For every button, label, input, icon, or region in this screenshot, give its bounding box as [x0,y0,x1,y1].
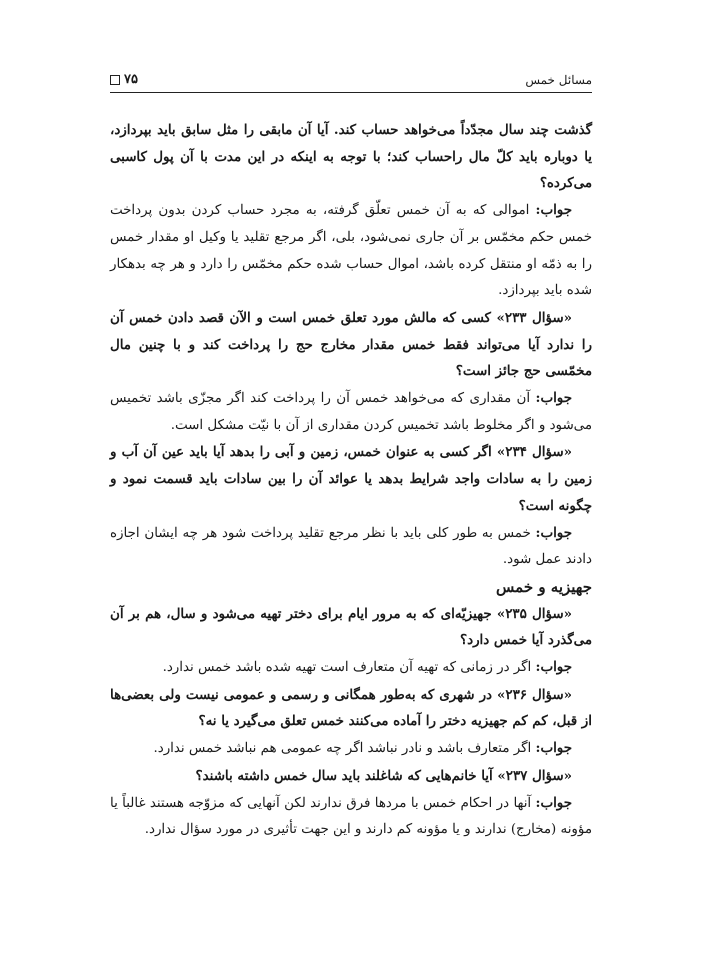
question-paragraph [110,305,592,385]
answer-text: خمس به طور کلی باید با نظر مرجع تقلید پرداخت شود هر چه ایشان اجازه دادند عمل شود. [110,525,592,568]
answer-label: جواب: [535,202,572,219]
book-page [110,70,592,930]
answer-label: جواب: [535,390,572,407]
question-label: «سؤال ۲۳۴» [496,444,572,461]
answer-label: جواب: [535,794,572,811]
answer-text: آنها در احکام خمس با مردها فرق ندارند لکن آنهایی که مزوّجه هستند غالباً یا مؤونه (مخارج) ندارند و یا مؤونه کم دارند و این جهت تأثیری در مورد سؤال ندارد. [110,795,592,838]
question-paragraph [110,682,592,735]
answer-paragraph [110,735,592,763]
answer-paragraph [110,385,592,439]
question-paragraph [110,763,592,790]
page-body [110,117,592,844]
question-label: «سؤال ۲۳۵» [496,605,572,622]
question-text: آیا خانم‌هایی که شاغلند باید سال خمس داشته باشند؟ [195,767,498,784]
page-header [110,70,592,93]
question-text: جهیزیّه‌ای که به مرور ایام برای دختر تهیه می‌شود و سال، هم بر آن می‌گذرد آیا خمس دارد؟ [110,605,592,649]
answer-label: جواب: [535,659,572,676]
answer-paragraph [110,654,592,682]
page-number: ۷۵ [124,72,138,87]
page-number-group [110,72,138,87]
answer-paragraph [110,197,592,305]
running-title: مسائل خمس [525,73,592,87]
question-paragraph [110,601,592,654]
question-label: «سؤال ۲۳۳» [496,309,573,326]
question-text: اگر کسی به عنوان خمس، زمین و آبی را بدهد آیا باید عین آن آب و زمین را به سادات واجد شرایط بدهد یا عوائد آن را بین سادات باید قسمت نمود و چگونه است؟ [110,444,592,514]
question-text: در شهری که به‌طور همگانی و رسمی و عمومی نیست ولی بعضی‌ها از قبل، کم کم جهیزیه دختر را آماده می‌کنند خمس تعلق می‌گیرد یا نه؟ [110,686,592,730]
question-text: گذشت چند سال مجدّداً می‌خواهد حساب کند. آیا آن مابقی را مثل سابق باید بپردازد، یا دوباره باید کلّ مال راحساب کند؛ با توجه به اینکه در این مدت با آن پول کاسبی می‌کرده؟ [110,122,592,192]
answer-paragraph [110,790,592,844]
answer-text: اگر متعارف باشد و نادر نباشد اگر چه عمومی هم نباشد خمس ندارد. [153,741,536,757]
question-label: «سؤال ۲۳۶» [497,686,572,703]
section-heading: جهیزیه و خمس [496,577,592,596]
answer-label: جواب: [535,524,572,541]
square-ornament-icon [110,75,120,85]
answer-label: جواب: [535,740,572,757]
answer-paragraph [110,520,592,574]
question-text: کسی که مالش مورد تعلق خمس است و الآن قصد دادن خمس آن را ندارد آیا می‌تواند فقط خمس مقدار مخارج حج را پرداخت کند و با چنین مال مخمّسی حج جائز است؟ [110,309,592,380]
question-paragraph [110,439,592,519]
question-label: «سؤال ۲۳۷» [497,767,572,784]
answer-text: اموالی که به آن خمس تعلّق گرفته، به مجرد حساب کردن بدون پرداخت خمس حکم مخمّس بر آن جاری نمی‌شود، بلی، اگر مرجع تقلید یا وکیل او مقدار خمس را به ذمّه او منتقل کرده باشد، اموال حساب شده حکم مخمّس را دارد و هر چه بدهکار شده باید بپردازد. [110,203,592,299]
answer-text: آن مقداری که می‌خواهد خمس آن را پرداخت کند اگر مجزّی باشد تخمیس می‌شود و اگر مخلوط باشد تخمیس کردن مقداری از آن با نیّت مشکل است. [110,391,592,433]
question-continuation [110,117,592,197]
answer-text: اگر در زمانی که تهیه آن متعارف است تهیه شده باشد خمس ندارد. [162,660,536,676]
